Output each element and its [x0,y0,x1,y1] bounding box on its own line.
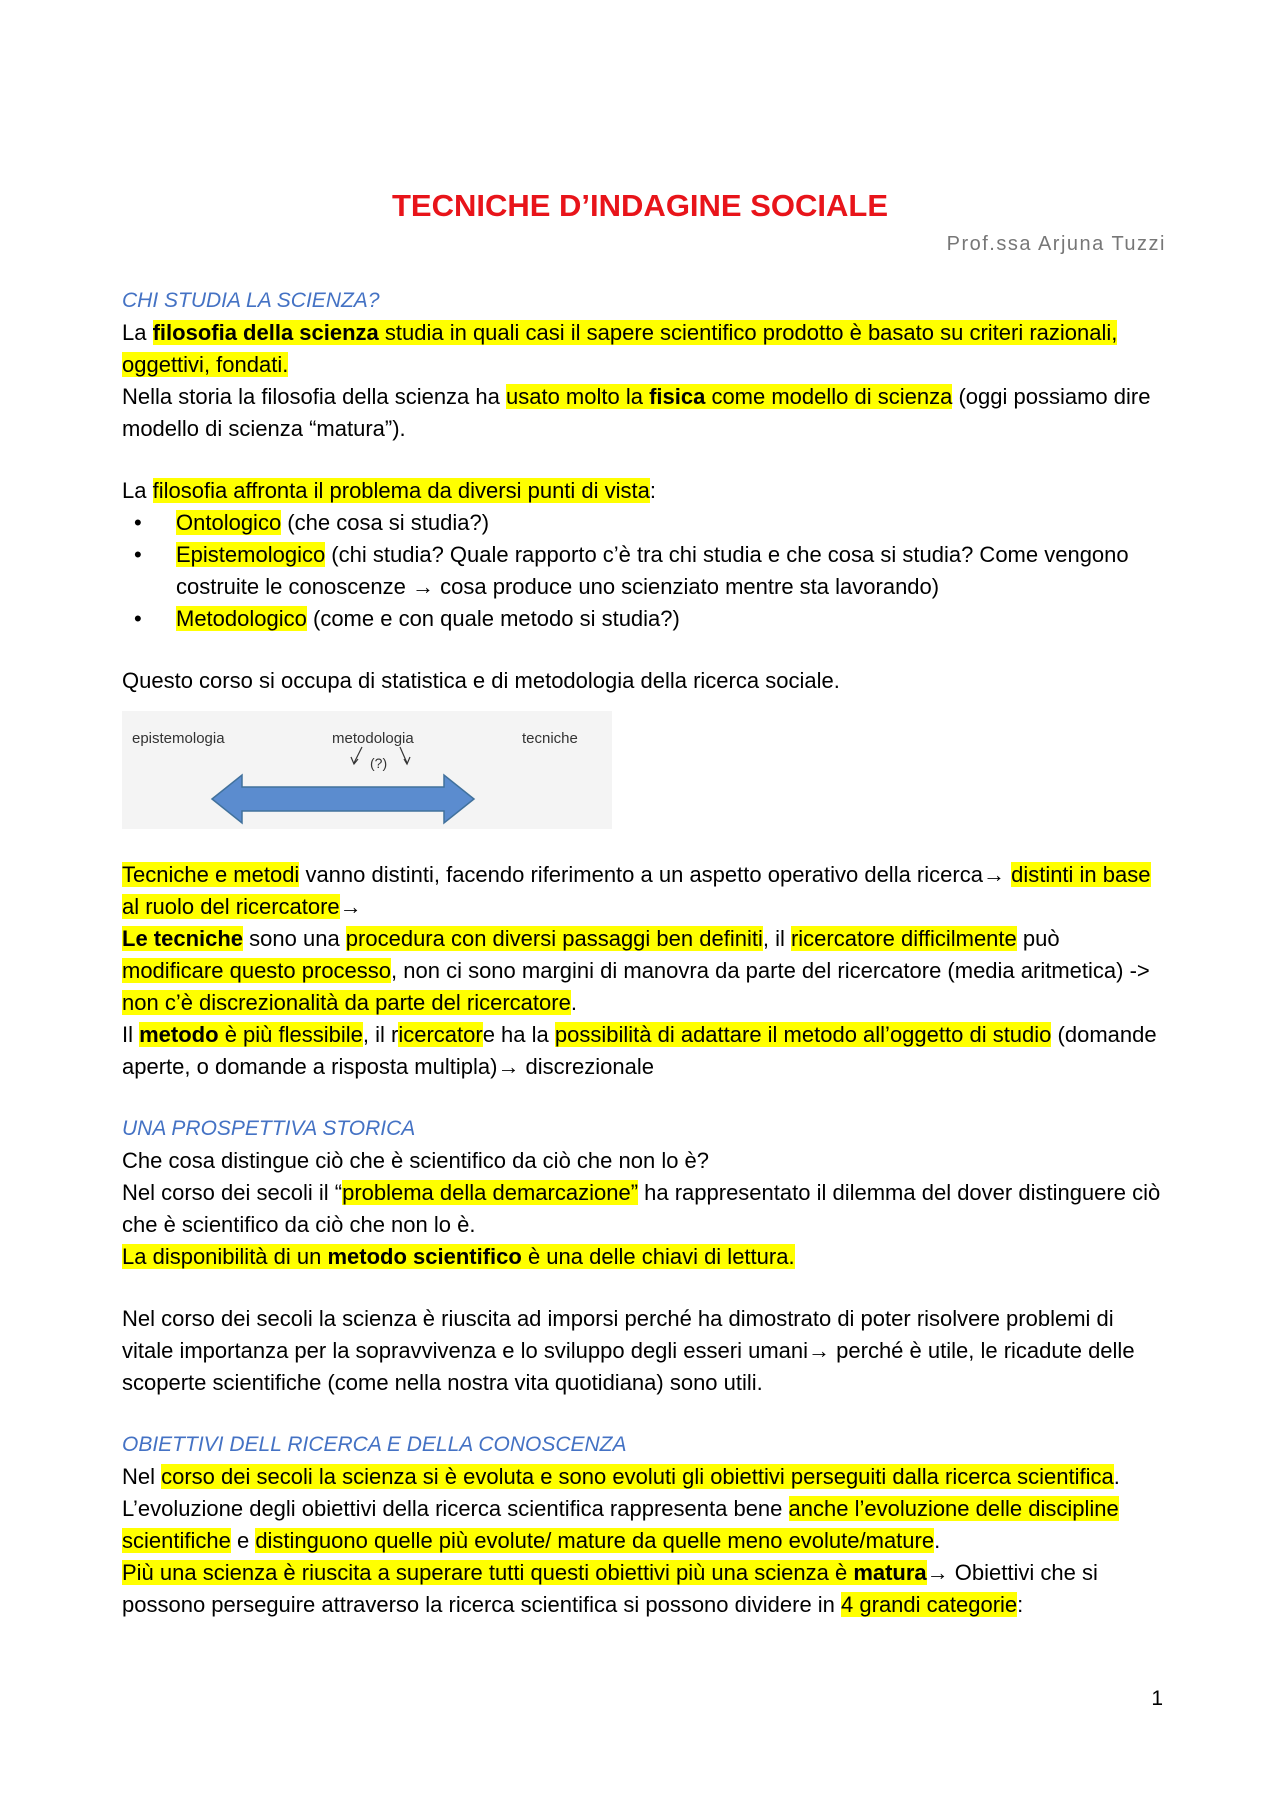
arrow-icon: → [926,1560,949,1585]
paragraph [122,859,1162,923]
paragraph [122,381,1162,445]
highlighted-text: modificare questo processo [122,958,392,983]
text-run: vanno distinti, facendo riferimento a un aspetto operativo della ricerca [299,862,983,887]
text-run: (che cosa si studia?) [281,510,490,535]
text-run: Nel corso dei secoli la scienza è riuscita ad imporsi perché ha dimostrato di poter risolvere problemi di vitale importanza per la sopravvivenza e lo sviluppo degli esseri umani [122,1306,1114,1363]
bullet-list [122,507,1162,635]
highlighted-text: distinti in base al ruolo del ricercatore [122,862,1151,919]
text-run: può [1016,926,1060,951]
highlighted-text: usato molto la [505,384,650,409]
text-run: discrezionale [519,1054,654,1079]
highlighted-bold-text: matura [853,1560,927,1585]
highlighted-bold-text: filosofia della scienza [152,320,379,345]
highlighted-bold-text: fisica [649,384,706,409]
paragraph [122,1019,1162,1083]
highlighted-text: Metodologico [176,606,307,631]
text-run: (chi studia? Quale rapporto c’è tra chi studia e che cosa si studia? Come vengono costruite le conoscenze [176,542,1129,599]
highlighted-text: possibilità di adattare il metodo all’oggetto di studio [554,1022,1052,1047]
highlighted-bold-text: metodo scientifico [327,1244,522,1269]
text-run: Nel [122,1464,162,1489]
paragraph [122,1303,1162,1399]
text-run: (domande aperte, o domande a risposta multipla) [122,1022,1157,1079]
highlighted-text: è una delle chiavi di lettura. [521,1244,795,1269]
highlighted-text: procedura con diversi passaggi ben definiti [345,926,763,951]
text-run: Il [122,1022,140,1047]
text-run: (come e con quale metodo si studia?) [306,606,680,631]
highlighted-bold-text: Le tecniche [122,926,244,951]
text-run: Nella storia la filosofia della scienza ha [122,384,506,409]
list-item [176,507,1162,539]
paragraph [122,1557,1162,1621]
text-run: . [934,1528,941,1553]
arrow-icon: → [412,574,435,599]
highlighted-text: è più flessibile [218,1022,363,1047]
diagram-label-tecniche: tecniche [522,730,578,747]
paragraph: Che cosa distingue ciò che è scientifico da ciò che non lo è? [122,1148,710,1173]
text-run: , il [762,926,791,951]
highlighted-text: come modello di scienza [705,384,953,409]
page-number: 1 [1151,1687,1163,1710]
epistemology-diagram [122,711,612,829]
highlighted-text: icercator [398,1022,483,1047]
highlighted-text: Tecniche e metodi [122,862,300,887]
highlighted-text: filosofia affronta il problema da diversi punti di vista [152,478,650,503]
text-run: : [1017,1592,1024,1617]
highlighted-bold-text: metodo [139,1022,219,1047]
text-run: sono una [243,926,346,951]
section-heading-chi-studia: CHI STUDIA LA SCIENZA? [122,289,380,312]
double-arrow-icon [122,711,612,829]
document-body [122,285,1162,1621]
highlighted-text: Più una scienza è riuscita a superare tutti questi obiettivi più una scienza è [122,1560,854,1585]
text-run: . [570,990,577,1015]
section-heading-obiettivi: OBIETTIVI DELL RICERCA E DELLA CONOSCENZA [122,1433,627,1456]
paragraph [122,317,1162,381]
diagram-question-mark: (?) [370,755,388,771]
text-run: Nel corso dei secoli il “ [122,1180,343,1205]
highlighted-text: 4 grandi categorie [841,1592,1018,1617]
text-run: e ha la [482,1022,555,1047]
list-item [176,603,1162,635]
highlighted-text: La disponibilità di un [122,1244,328,1269]
paragraph [122,1461,1162,1493]
diagram-label-metodologia: metodologia [332,730,414,747]
arrow-icon: → [497,1054,520,1079]
text-run: ha rappresentato il dilemma del dover distinguere ciò che è scientifico da ciò che non lo è. [122,1180,1161,1237]
text-run: (oggi possiamo dire modello di scienza “matura”). [122,384,1151,441]
paragraph [122,1493,1162,1557]
paragraph: Questo corso si occupa di statistica e di metodologia della ricerca sociale. [122,668,840,693]
arrow-icon: → [982,862,1005,887]
highlighted-text: Epistemologico [176,542,326,567]
text-run: , il r [362,1022,399,1047]
highlighted-text: Ontologico [176,510,282,535]
text-run: Obiettivi che si possono perseguire attraverso la ricerca scientifica si possono dividere in [122,1560,1098,1617]
section-heading-prospettiva-storica: UNA PROSPETTIVA STORICA [122,1117,416,1140]
paragraph [122,1177,1162,1241]
text-run: : [649,478,657,503]
highlighted-text: studia in quali casi il sapere scientifico prodotto è basato su criteri razionali, oggettivi, fondati. [122,320,1118,377]
highlighted-text: distinguono quelle più evolute/ mature da quelle meno evolute/mature [255,1528,935,1553]
highlighted-text: ricercatore difficilmente [790,926,1017,951]
text-run: . [1113,1464,1120,1489]
highlighted-text: problema della demarcazione” [342,1180,639,1205]
highlighted-text: non c’è discrezionalità da parte del ricercatore [122,990,571,1015]
paragraph [122,475,1162,507]
text-run: e [230,1528,256,1553]
paragraph [122,1241,1162,1273]
document-title: TECNICHE D’INDAGINE SOCIALE [391,188,889,223]
text-run: La [122,478,153,503]
text-run: L’evoluzione degli obiettivi della ricerca scientifica rappresenta bene [122,1496,789,1521]
highlighted-text: anche l’evoluzione delle discipline scientifiche [122,1496,1119,1553]
text-run: cosa produce uno scienziato mentre sta lavorando) [434,574,940,599]
text-run: , non ci sono margini di manovra da parte del ricercatore (media aritmetica) -> [391,958,1150,983]
list-item [176,539,1162,603]
text-run: La [122,320,153,345]
arrow-icon: → [808,1338,831,1363]
arrow-icon: → [339,894,362,919]
highlighted-text: corso dei secoli la scienza si è evoluta e sono evoluti gli obiettivi perseguiti dalla ricerca scientifica [161,1464,1114,1489]
text-run: perché è utile, le ricadute delle scoperte scientifiche (come nella nostra vita quotidiana) sono utili. [122,1338,1135,1395]
diagram-label-epistemologia: epistemologia [132,730,225,747]
paragraph [122,923,1162,1019]
author-line: Prof.ssa Arjuna Tuzzi [946,233,1166,255]
